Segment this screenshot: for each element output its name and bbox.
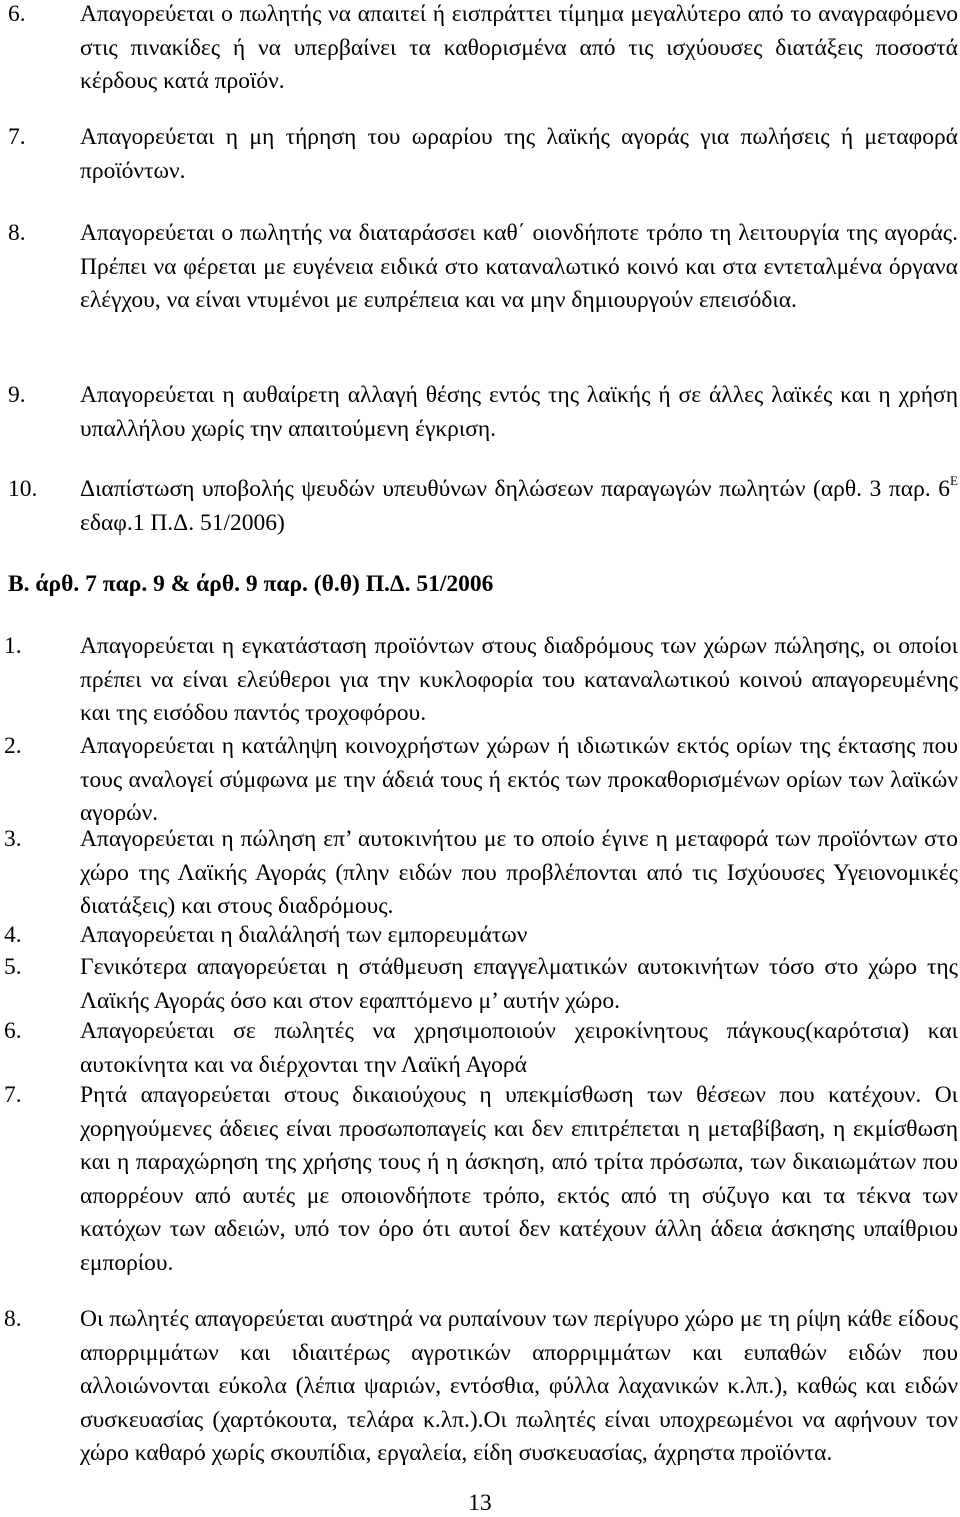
- list-item: [0, 1079, 958, 1280]
- item-number: 1.: [4, 633, 22, 659]
- list-item: [0, 473, 958, 540]
- item-text: Γενικότερα απαγορεύεται η στάθμευση επαγγελματικών αυτοκινήτων τόσο στο χώρο της Λαϊκής Αγοράς όσο και στον εφαπτόμενο μ’ αυτήν χώρο.: [80, 954, 958, 1014]
- item-number: 4.: [4, 922, 22, 948]
- item-number: 5.: [4, 954, 22, 980]
- list-item: [0, 730, 958, 831]
- item-text-main: Διαπίστωση υποβολής ψευδών υπευθύνων δηλώσεων παραγωγών πωλητών (αρθ. 3 παρ. 6: [80, 476, 951, 502]
- list-item: [0, 919, 958, 953]
- item-text: Απαγορεύεται η πώληση επ’ αυτοκινήτου με το οποίο έγινε η μεταφορά των προϊόντων στο χώρο της Λαϊκής Αγοράς (πλην ειδών που προβλέπονται από τις Ισχύουσες Υγειονομικές διατάξεις) και στους διαδρόμους.: [80, 826, 958, 919]
- list-item: [0, 951, 958, 1018]
- item-text: Απαγορεύεται η εγκατάσταση προϊόντων στους διαδρόμους των χώρων πώλησης, οι οποίοι πρέπει να είναι ελεύθεροι για την κυκλοφορία του καταναλωτικού κοινού απαγορευμένης και της εισόδου παντός τροχοφόρου.: [80, 633, 958, 726]
- list-item: [0, 217, 958, 318]
- item-number: 6.: [8, 1, 26, 27]
- item-text: Οι πωλητές απαγορεύεται αυστηρά να ρυπαίνουν των περίγυρο χώρο με τη ρίψη κάθε είδους απορριμμάτων και ιδιαιτέρως αγροτικών απορριμμάτων και ευπαθών ειδών που αλλοιώνονται εύκολα (λέπια ψαριών, εντόσθια, φύλλα λαχανικών κ.λπ.), καθώς και ειδών συσκευασίας (χαρτόκουτα, τελάρα κ.λπ.).Οι πωλητές είναι υποχρεωμένοι να αφήνουν τον χώρο καθαρό χωρίς σκουπίδια, εργαλεία, είδη συσκευασίας, άχρηστα προϊόντα.: [80, 1306, 958, 1466]
- item-number: 2.: [4, 733, 22, 759]
- item-text: Απαγορεύεται η μη τήρηση του ωραρίου της λαϊκής αγοράς για πωλήσεις ή μεταφορά προϊόντων.: [80, 124, 958, 184]
- item-text: Απαγορεύεται η κατάληψη κοινοχρήστων χώρων ή ιδιωτικών εκτός ορίων της έκτασης που τους αναλογεί σύμφωνα με την άδειά τους ή εκτός των προκαθορισμένων ορίων των λαϊκών αγορών.: [80, 733, 958, 826]
- item-text: Απαγορεύεται η διαλάλησή των εμπορευμάτων: [80, 922, 528, 948]
- item-text: Απαγορεύεται η αυθαίρετη αλλαγή θέσης εντός της λαϊκής ή σε άλλες λαϊκές και η χρήση υπαλλήλου χωρίς την απαιτούμενη έγκριση.: [80, 382, 958, 442]
- item-text: Απαγορεύεται ο πωλητής να διαταράσσει καθ΄ οιονδήποτε τρόπο τη λειτουργία της αγοράς. Πρέπει να φέρεται με ευγένεια ειδικά στο καταναλωτικό κοινό και στα εντεταλμένα όργανα ελέγχου, να είναι ντυμένοι με ευπρέπεια και να μην δημιουργούν επεισόδια.: [80, 220, 958, 313]
- list-item: [0, 1015, 958, 1082]
- item-number: 7.: [8, 124, 26, 150]
- list-item: [0, 121, 958, 188]
- item-number: 9.: [8, 382, 26, 408]
- list-item: [0, 823, 958, 924]
- list-item: [0, 379, 958, 446]
- item-text-tail: εδαφ.1 Π.Δ. 51/2006): [80, 509, 285, 536]
- item-text: Ρητά απαγορεύεται στους δικαιούχους η υπεκμίσθωση των θέσεων που κατέχουν. Οι χορηγούμενες άδειες είναι προσωποπαγείς και δεν επιτρέπεται η μεταβίβαση, η εκμίσθωση και η παραχώρηση της χρήσης τους ή η άσκηση, από τρίτα πρόσωπα, των δικαιωμάτων που απορρέουν από αυτές με οποιονδήποτε τρόπο, εκτός από τη σύζυγο και τα τέκνα των κατόχων των αδειών, υπό τον όρο ότι αυτοί δεν κατέχουν άλλη άδεια άσκησης υπαίθριου εμπορίου.: [80, 1082, 958, 1276]
- item-number: 10.: [8, 476, 38, 502]
- list-item: [0, 630, 958, 731]
- list-item: [0, 0, 958, 99]
- page-number: 13: [468, 1490, 492, 1516]
- item-text: Απαγορεύεται σε πωλητές να χρησιμοποιούν χειροκίνητους πάγκους(καρότσια) και αυτοκίνητα και να διέρχονται την Λαϊκή Αγορά: [80, 1018, 958, 1078]
- item-number: 3.: [4, 826, 22, 852]
- list-item: [0, 1303, 958, 1471]
- item-text: Απαγορεύεται ο πωλητής να απαιτεί ή εισπράττει τίμημα μεγαλύτερο από το αναγραφόμενο στις πινακίδες ή να υπερβαίνει τα καθορισμένα από τις ισχύουσες διατάξεις ποσοστά κέρδους κατά προϊόν.: [80, 1, 958, 94]
- item-number: 6.: [4, 1018, 22, 1044]
- section-heading: Β. άρθ. 7 παρ. 9 & άρθ. 9 παρ. (θ.θ) Π.Δ. 51/2006: [8, 571, 494, 597]
- item-number: 7.: [4, 1082, 22, 1108]
- item-text: [80, 473, 958, 540]
- superscript: Ε: [950, 473, 958, 488]
- item-number: 8.: [4, 1306, 22, 1332]
- item-number: 8.: [8, 220, 26, 246]
